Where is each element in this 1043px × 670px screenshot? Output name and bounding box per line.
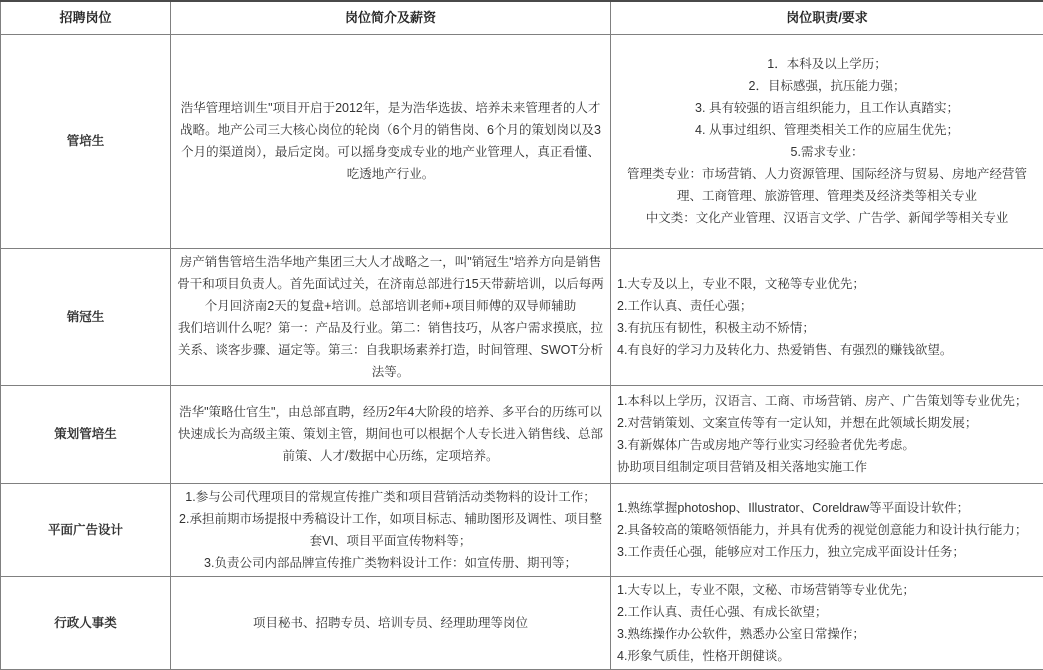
position-cell: 策划管培生 xyxy=(1,385,171,483)
text-line: 1.参与公司代理项目的常规宣传推广类和项目营销活动类物料的设计工作； xyxy=(177,486,604,508)
text-line: 4.有良好的学习力及转化力、热爱销售、有强烈的赚钱欲望。 xyxy=(617,339,1037,361)
intro-cell xyxy=(171,34,611,248)
intro-cell xyxy=(171,248,611,385)
table-row xyxy=(1,248,1043,385)
text-line: 1.大专及以上，专业不限，文秘等专业优先； xyxy=(617,273,1037,295)
header-row xyxy=(1,1,1043,34)
text-line: 3.有新媒体广告或房地产等行业实习经验者优先考虑。 xyxy=(617,434,1037,456)
text-line: 1．本科及以上学历； xyxy=(617,53,1037,75)
text-line: 浩华管理培训生"项目开启于2012年，是为浩华选拔、培养未来管理者的人才战略。地产公司三大核心岗位的轮岗（6个月的销售岗、6个月的策划岗以及3个月的渠道岗），最后定岗。可以摇身变成专业的地产业管理人，真正看懂、吃透地产行业。 xyxy=(177,97,604,185)
text-line: 1.本科以上学历，汉语言、工商、市场营销、房产、广告策划等专业优先； xyxy=(617,390,1037,412)
col-header-position: 招聘岗位 xyxy=(1,1,171,34)
text-line: 协助项目组制定项目营销及相关落地实施工作 xyxy=(617,456,1037,478)
text-line: 房产销售管培生浩华地产集团三大人才战略之一，叫"销冠生"培养方向是销售骨干和项目负责人。首先面试过关，在济南总部进行15天带薪培训，以后每两个月回济南2天的复盘+培训。总部培训老师+项目师傅的双导师辅助 xyxy=(177,251,604,317)
text-line: 1.熟练掌握photoshop、Illustrator、Coreldraw等平面设计软件； xyxy=(617,497,1037,519)
text-line: 2.工作认真、责任心强、有成长欲望； xyxy=(617,601,1037,623)
text-line: 项目秘书、招聘专员、培训专员、经理助理等岗位 xyxy=(177,612,604,634)
text-line: 浩华"策略仕官生"，由总部直聘，经历2年4大阶段的培养、多平台的历练可以快速成长为高级主策、策划主管，期间也可以根据个人专长进入销售线、总部前策、人才/数据中心历练，定项培养。 xyxy=(177,401,604,467)
text-line: 中文类：文化产业管理、汉语言文学、广告学、新闻学等相关专业 xyxy=(617,207,1037,229)
text-line: 3.熟练操作办公软件，熟悉办公室日常操作； xyxy=(617,623,1037,645)
text-line: 3.负责公司内部品牌宣传推广类物料设计工作：如宣传册、期刊等； xyxy=(177,552,604,574)
requirements-cell xyxy=(611,576,1043,669)
intro-cell xyxy=(171,483,611,576)
position-cell: 销冠生 xyxy=(1,248,171,385)
text-line: 管理类专业：市场营销、人力资源管理、国际经济与贸易、房地产经营管理、工商管理、旅游管理、管理类及经济类等相关专业 xyxy=(617,163,1037,207)
text-line: 2.工作认真、责任心强； xyxy=(617,295,1037,317)
requirements-cell xyxy=(611,385,1043,483)
table-row xyxy=(1,385,1043,483)
requirements-cell xyxy=(611,34,1043,248)
text-line: 5.需求专业： xyxy=(617,141,1037,163)
text-line: 3.有抗压有韧性，积极主动不矫情； xyxy=(617,317,1037,339)
col-header-duties-requirements: 岗位职责/要求 xyxy=(611,1,1043,34)
table-row xyxy=(1,34,1043,248)
col-header-intro-salary: 岗位简介及薪资 xyxy=(171,1,611,34)
table-row xyxy=(1,576,1043,669)
requirements-cell xyxy=(611,248,1043,385)
text-line: 1.大专以上，专业不限，文秘、市场营销等专业优先； xyxy=(617,579,1037,601)
text-line: 2.具备较高的策略领悟能力，并具有优秀的视觉创意能力和设计执行能力； xyxy=(617,519,1037,541)
table-row xyxy=(1,483,1043,576)
text-line: 我们培训什么呢？第一：产品及行业。第二：销售技巧，从客户需求摸底，拉关系、谈客步骤、逼定等。第三：自我职场素养打造，时间管理、SWOT分析法等。 xyxy=(177,317,604,383)
intro-cell xyxy=(171,385,611,483)
position-cell: 平面广告设计 xyxy=(1,483,171,576)
text-line: 2.对营销策划、文案宣传等有一定认知，并想在此领域长期发展； xyxy=(617,412,1037,434)
text-line: 4. 从事过组织、管理类相关工作的应届生优先； xyxy=(617,119,1037,141)
position-cell: 行政人事类 xyxy=(1,576,171,669)
intro-cell xyxy=(171,576,611,669)
text-line: 3.工作责任心强，能够应对工作压力，独立完成平面设计任务； xyxy=(617,541,1037,563)
text-line: 2．目标感强，抗压能力强； xyxy=(617,75,1037,97)
text-line: 4.形象气质佳，性格开朗健谈。 xyxy=(617,645,1037,667)
requirements-cell xyxy=(611,483,1043,576)
position-cell: 管培生 xyxy=(1,34,171,248)
text-line: 2.承担前期市场提报中秀稿设计工作，如项目标志、辅助图形及调性、项目整套VI、项目平面宣传物料等； xyxy=(177,508,604,552)
text-line: 3. 具有较强的语言组织能力，且工作认真踏实； xyxy=(617,97,1037,119)
